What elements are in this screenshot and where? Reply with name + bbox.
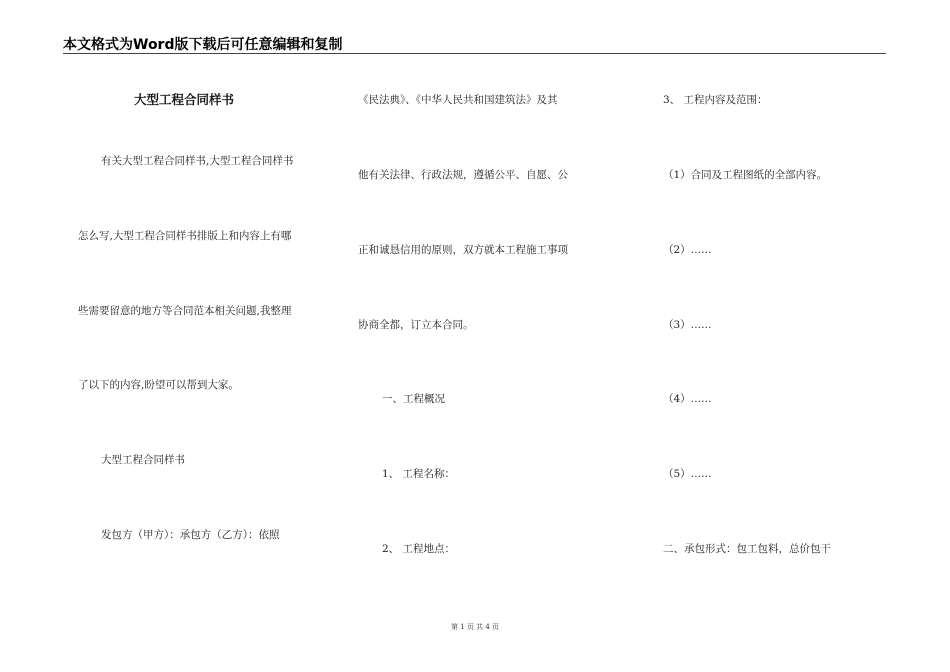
paragraph-line: 他有关法律、行政法规，遵循公平、自愿、公 — [358, 169, 568, 181]
paragraph-line: 了以下的内容,盼望可以帮到大家。 — [78, 379, 239, 391]
paragraph-line: 发包方（甲方）：承包方（乙方）：依照 — [101, 529, 280, 541]
document-header-title: 本文格式为Word版下载后可任意编辑和复制 — [63, 37, 343, 53]
paragraph-line: 些需要留意的地方等合同范本相关问题,我整理 — [78, 305, 292, 317]
paragraph-line: 怎么写,大型工程合同样书排版上和内容上有哪 — [78, 230, 292, 242]
middle-column — [340, 0, 620, 672]
list-item: （1）合同及工程图纸的全部内容。 — [663, 169, 828, 181]
left-column — [0, 0, 340, 672]
section-heading: 大型工程合同样书 — [101, 454, 185, 466]
paragraph-line: 正和诚恳信用的原则，双方就本工程施工事项 — [358, 244, 568, 256]
section-heading: 二、承包形式：包工包料，总价包干 — [663, 543, 831, 555]
list-item: 3、 工程内容及范围： — [663, 94, 768, 106]
list-item: （5）…… — [663, 468, 712, 480]
paragraph-line: 协商全都，订立本合同。 — [358, 319, 474, 331]
list-item: （2）…… — [663, 244, 712, 256]
list-item: （3）…… — [663, 319, 712, 331]
section-heading: 一、工程概况 — [382, 393, 445, 405]
document-title: 大型工程合同样书 — [134, 92, 235, 107]
right-column — [620, 0, 950, 672]
paragraph-line: 《民法典》、《中华人民共和国建筑法》及其 — [358, 94, 558, 106]
paragraph-line: 有关大型工程合同样书,大型工程合同样书 — [101, 155, 294, 167]
list-item: 1、 工程名称： — [382, 468, 456, 480]
page-number: 第 1 页 共 4 页 — [450, 623, 500, 631]
list-item: 2、 工程地点： — [382, 543, 456, 555]
list-item: （4）…… — [663, 393, 712, 405]
